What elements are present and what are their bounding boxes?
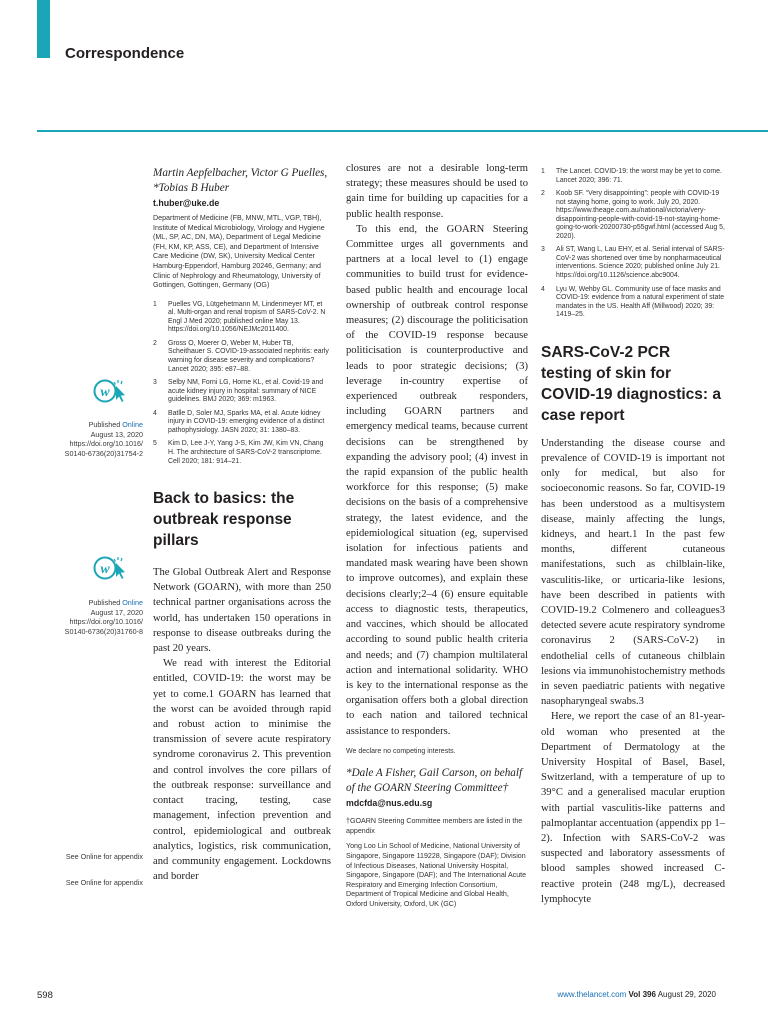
author-line: Martin Aepfelbacher, Victor G Puelles, xyxy=(153,167,328,179)
article-body xyxy=(153,565,331,884)
competing-interests: We declare no competing interests. xyxy=(346,747,456,755)
online-first-icon[interactable] xyxy=(93,377,127,403)
article-headline: SARS-CoV-2 PCR testing of skin for COVID-19 diagnostics: a case report xyxy=(541,343,722,424)
reference-item: 1 The Lancet. COVID-19: the worst may be yet to come. Lancet 2020; 396: 71. xyxy=(541,168,722,184)
reference-item: 2 Gross O, Moerer O, Weber M, Huber TB, Scheithauer S. COVID-19-associated nephritis: early warning for disease severity and complications? Lancet 2020; 395: e87–88. xyxy=(153,339,329,373)
svg-text:w: w xyxy=(100,385,110,400)
svg-text:w: w xyxy=(100,562,110,577)
corresponding-email[interactable]: t.huber@uke.de xyxy=(153,198,220,208)
reference-item: 4 Lyu W, Wehby GL. Community use of face masks and COVID-19: evidence from a natural experiment of state mandates in the US. Health Aff (Millwood) 2020; 39: 1419–25. xyxy=(541,285,725,319)
author-line: *Dale A Fisher, Gail Carson, on behalf of the GOARN Steering Committee† xyxy=(346,767,523,794)
affiliation: Department of Medicine (FB, MNW, MTL, VGP, TBH), Institute of Medical Microbiology, Virology and Hygiene (ML, SP, AC, DN, MA), Department of Legal Medicine (FH, KM, KP, ASS, CE), and Department of Intensive Care Medicine (DW, SK), University Medical Center Hamburg-Eppendorf, Hamburg 20246, Germany; and Clinic of Nephrology and Rheumatology, University of Gottingen, Gottingen, Germany (OG) xyxy=(153,214,325,290)
affiliation: Yong Loo Lin School of Medicine, National University of Singapore, Singapore 119228, Singapore (DAF); Division of Infectious Diseases, National University Hospital, Singapore, Singapore (DAF); and The International Acute Respiratory and Emerging Infection Consortium, Department of Tropical Medicine and Global Health, Oxford University, Oxford, UK (GC) xyxy=(346,842,527,908)
reference-item: 1 Puelles VG, Lütgehetmann M, Lindenmeyer MT, et al. Multi-organ and renal tropism of SARS-CoV-2. N Engl J Med 2020; published online May 13. https://doi.org/10.1056/NEJMc2011400. xyxy=(153,300,326,334)
journal-volume: Vol 396 xyxy=(628,990,656,999)
publication-notice: Published Online August 17, 2020 https://doi.org/10.1016/ S0140-6736(20)31760-8 xyxy=(40,598,143,636)
doi-link[interactable]: S0140-6736(20)31754-2 xyxy=(64,448,143,458)
issue-date: August 29, 2020 xyxy=(657,990,716,999)
reference-item: 3 Ali ST, Wang L, Lau EHY, et al. Serial interval of SARS-CoV-2 was shortened over time by nonpharmaceutical interventions. Science 2020; published online July 21. https://doi.org/10.1126/science.abc9004. xyxy=(541,246,725,280)
journal-site-link[interactable]: www.thelancet.com xyxy=(557,990,627,999)
doi-link[interactable]: https://doi.org/10.1016/ xyxy=(69,617,143,627)
article-body xyxy=(541,436,725,907)
article-headline: Back to basics: the outbreak response pillars xyxy=(153,490,295,550)
column-2 xyxy=(346,163,528,910)
reference-list xyxy=(541,168,725,320)
reference-item: 4 Batlle D, Soler MJ, Sparks MA, et al. Acute kidney injury in COVID-19: emerging evidence of a distinct pathophysiology. JASN 2020; 31: 1380–83. xyxy=(153,409,325,434)
paragraph: We read with interest the Editorial entitled, COVID-19: the worst may be yet to come.1 GOARN has learned that the worst can be avoided through rapid and robust action to minimise the transmission of severe acute respiratory syndrome coronavirus 2. This prevention and control involves the core pillars of the outbreak response: surveillance and contact tracing, testing, case management, infection prevention and control, epidemiological and outbreak analytics, logistics, risk communication, and community engagement. Lockdowns and border xyxy=(153,658,331,883)
reference-item: 3 Selby NM, Forni LG, Horne KL, et al. Covid-19 and acute kidney injury in hospital: summary of NICE guidelines. BMJ 2020; 369: m1963. xyxy=(153,379,324,404)
paragraph: To this end, the GOARN Steering Committee urges all governments and partners at a local level to (1) engage communities to build trust for evidence-based public health and encourage local ownership of outbreak control response measures; (2) discourage the politicisation of the COVID-19 response because politicisation is counterproductive and leads to poor strategic decisions; (3) leverage in-country expertise of experienced outbreak responders, including GOARN partners and emergency medical teams, because current decisions can be strengthened by expanding the advisory pool; (4) invest in the rapid expansion of the public health workforce for this response; (5) make decisions on the basis of a comprehensive strategy, the latest evidence, and the epidemiological situation (eg, supervised isolation for infectious patients and mandated mask wearing have been shown to improve outcomes), and explain these decisions clearly;2–4 (6) ensure equitable access to diagnostic tests, therapeutics, and vaccines, which should be allocated according to sound public health criteria and needs; and (7) champion multilateral action and international solidarity. WHO is key to the international response as the organisation offers both a global direction to each nation and tailored technical assistance to responders. xyxy=(346,223,528,737)
doi-link[interactable]: S0140-6736(20)31760-8 xyxy=(64,626,143,636)
reference-list xyxy=(153,301,331,466)
paragraph: The Global Outbreak Alert and Response Network (GOARN), with more than 250 technical partner organisations across the world, has undertaken 150 operations in response to disease outbreaks during the past 20 years. xyxy=(153,567,331,655)
paragraph: closures are not a desirable long-term strategy; these measures should be used to gain time for building up capacities for a public health response. xyxy=(346,163,528,220)
online-link[interactable]: Online xyxy=(122,598,143,607)
header-accent-bar xyxy=(37,0,50,58)
journal-footer xyxy=(557,990,716,999)
header-rule xyxy=(37,130,768,132)
footnote: †GOARN Steering Committee members are listed in the appendix xyxy=(346,817,523,835)
paragraph: Understanding the disease course and prevalence of COVID-19 is important not only for medical, but also for socioeconomic reasons. So far, COVID-19 has been understood as a multisystem disease, mainly affecting the lungs, kidneys, and heart.1 In the past few months, different cutaneous manifestations, such as chilblain-like, vasculitis-like, or urticaria-like lesions, have been described in patients with COVID-19.2 Colmenero and colleagues3 detected severe acute respiratory syndrome coronavirus 2 (SARS-CoV-2) in endothelial cells of cutaneous chilblain lesions via immunohistochemistry methods in seven paediatric patients with negative nasopharyngeal swabs.3 xyxy=(541,437,725,708)
column-3 xyxy=(541,166,725,907)
page-number: 598 xyxy=(37,990,53,1001)
section-label: Correspondence xyxy=(65,45,185,62)
publication-notice: Published Online August 13, 2020 https://doi.org/10.1016/ S0140-6736(20)31754-2 xyxy=(40,420,143,458)
appendix-note[interactable]: See Online for appendix xyxy=(65,878,143,887)
paragraph: Here, we report the case of an 81-year-old woman who presented at the Department of Dermatology at the University Hospital of Basel, Basel, Switzerland, with a temperature of up to 39°C and a generalised macular eruption with partial vasculitis-like patterns and palmoplantar accentuation (appendix pp 1–2). Infection with SARS-CoV-2 was suspected and laboratory assessments of blood samples showed increased C-reactive protein (248 mg/L), decreased lymphocyte xyxy=(541,711,725,905)
reference-item: 2 Koob SF. “Very disappointing”: people with COVID-19 not staying home, going to work. July 20, 2020. https://www.theage.com.au/national/victoria/very-disappointing-people-with-covid-19-not-staying-home-going-to-work-20200730-p55gwf.html (accessed Aug 5, 2020). xyxy=(541,190,725,240)
corresponding-email[interactable]: mdcfda@nus.edu.sg xyxy=(346,798,433,809)
online-link[interactable]: Online xyxy=(122,420,143,429)
reference-item: 5 Kim D, Lee J-Y, Yang J-S, Kim JW, Kim VN, Chang H. The architecture of SARS-CoV-2 transcriptome. Cell 2020; 181: 914–21. xyxy=(153,440,324,465)
online-first-icon[interactable] xyxy=(93,554,127,580)
author-line: *Tobias B Huber xyxy=(153,181,230,194)
appendix-note[interactable]: See Online for appendix xyxy=(65,852,143,861)
article-body xyxy=(346,161,528,739)
column-1 xyxy=(153,166,331,884)
doi-link[interactable]: https://doi.org/10.1016/ xyxy=(69,439,143,449)
